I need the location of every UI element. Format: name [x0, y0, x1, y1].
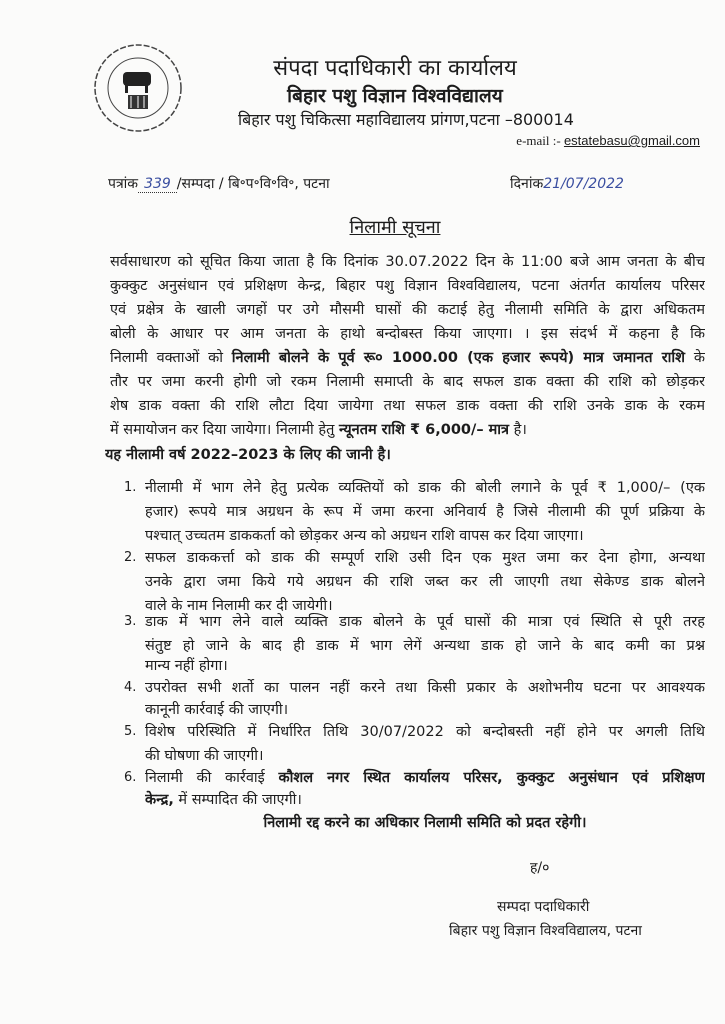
university-name: बिहार पशु विज्ञान विश्वविद्यालय — [287, 85, 503, 107]
email-link[interactable]: estatebasu@gmail.com — [563, 133, 700, 148]
bold-text: निलामी बोलने के पूर्व रू० 1000.00 (एक हजार रूपये) मात्र जमानत राशि — [231, 350, 686, 366]
text-line — [105, 445, 700, 465]
text-segment: निलामी वक्ताओं को — [110, 350, 232, 366]
closing-statement: निलामी रद्द करने का अधिकार निलामी समिति को प्रदत रहेगी। — [263, 815, 587, 831]
text-line — [145, 790, 705, 810]
text-line — [110, 372, 705, 392]
signed-mark: ह/० — [530, 860, 550, 876]
bold-text: न्यूनतम राशि ₹ 6,000/– मात्र — [338, 422, 510, 438]
text-segment: सफल डाककर्त्ता को डाक की सम्पूर्ण राशि उसी दिन एक मुश्त जमा कर देना होगा, अन्यथा — [145, 550, 705, 566]
address: बिहार पशु चिकित्सा महाविद्यालय प्रांगण,पटना –800014 — [238, 110, 574, 129]
text-line — [145, 526, 705, 546]
text-segment: बोली के आधार पर आम जनता के हाथो बन्दोबस्त किया जाएगा। । इस संदर्भ में कहना है कि — [110, 326, 705, 342]
text-segment: उपरोक्त सभी शर्तो का पालन नहीं करने तथा किसी प्रकार के अशोभनीय घटना पर आवश्यक — [145, 680, 705, 696]
item-number: 5. — [124, 724, 137, 739]
text-line — [145, 502, 705, 522]
text-line — [145, 548, 705, 568]
notice-title: निलामी सूचना — [349, 217, 441, 238]
text-line — [145, 478, 705, 498]
text-segment: हजार) रूपये मात्र अग्रधन के रूप में जमा करना अनिवार्य है जिसे नीलामी की पूर्ण प्रक्रिया के — [145, 504, 705, 520]
text-segment: की घोषणा की जाएगी। — [145, 748, 264, 764]
text-segment: एवं प्रक्षेत्र के खाली जगहों पर उगे मौसमी घासों की कटाई हेतु नीलामी समिति के द्वारा अधिकतम — [110, 302, 705, 318]
text-segment: तौर पर जमा करनी होगी जो रकम निलामी समाप्ती के बाद सफल डाक वक्ता की राशि को छोड़कर — [110, 374, 705, 390]
bold-text: केन्द्र, — [145, 792, 174, 808]
text-segment: के — [685, 350, 705, 366]
text-line — [145, 678, 705, 698]
text-line — [145, 656, 705, 676]
item-number: 4. — [124, 680, 137, 695]
text-line — [145, 612, 705, 632]
text-line — [110, 420, 705, 440]
text-segment: नीलामी में भाग लेने हेतु प्रत्येक व्यक्तियों को डाक की बोली लगाने के पूर्व ₹ 1,000/– (एक — [145, 480, 705, 496]
text-line — [145, 722, 705, 742]
bold-text: कौशल नगर स्थित कार्यालय परिसर, कुक्कुट अनुसंधान एवं प्रशिक्षण — [278, 770, 705, 786]
text-line — [110, 252, 705, 272]
reference-number — [108, 174, 330, 193]
text-line — [145, 636, 705, 656]
text-line — [145, 572, 705, 592]
text-line — [110, 276, 705, 296]
text-line — [110, 324, 705, 344]
text-line — [110, 396, 705, 416]
text-segment: संतुष्ट हो जाने के बाद ही डाक में भाग लेगें अन्यथा डाक हो जाने के बाद कमी का प्रश्न — [145, 638, 705, 654]
date-value: 21/07/2022 — [543, 176, 624, 192]
text-segment: पश्चात् उच्चतम डाककर्ता को छोड़कर अन्य को अग्रधन राशि वापस कर दिया जाएगा। — [145, 528, 584, 544]
date-label: दिनांक — [510, 176, 544, 192]
text-segment: कुक्कुट अनुसंधान एवं प्रशिक्षण केन्द्र, बिहार पशु विज्ञान विश्वविद्यालय, पटना अंतर्गत कार्यालय परिसर — [110, 278, 705, 294]
ref-suffix: /सम्पदा / बि॰प॰वि॰वि॰, पटना — [176, 176, 330, 192]
text-segment: वाले के नाम निलामी कर दी जायेगी। — [145, 598, 333, 614]
item-number: 3. — [124, 614, 137, 629]
text-segment: कानूनी कार्रवाई की जाएगी। — [145, 702, 289, 718]
text-segment: उनके द्वारा जमा किये गये अग्रधन की राशि जब्त कर ली जाएगी तथा सेकेण्ड डाक बोलने — [145, 574, 705, 590]
signatory-title: सम्पदा पदाधिकारी — [497, 899, 590, 915]
text-line — [145, 746, 705, 766]
text-segment: निलामी की कार्रवाई — [145, 770, 279, 786]
text-segment: में समायोजन कर दिया जायेगा। निलामी हेतु — [110, 422, 339, 438]
text-line — [145, 768, 705, 788]
item-number: 1. — [124, 480, 137, 495]
ref-prefix: पत्रांक — [108, 176, 139, 192]
signatory-org: बिहार पशु विज्ञान विश्वविद्यालय, पटना — [449, 923, 642, 939]
reference-date — [510, 174, 624, 193]
item-number: 2. — [124, 550, 137, 565]
email-line — [516, 133, 700, 149]
text-segment: सर्वसाधारण को सूचित किया जाता है कि दिनांक 30.07.2022 दिन के 11:00 बजे आम जनता के बीच — [110, 254, 705, 270]
ref-number-handwritten: 339 — [138, 176, 177, 193]
text-line — [110, 348, 705, 368]
text-segment: विशेष परिस्थिति में निर्धारित तिथि 30/07/2022 को बन्दोबस्ती नहीं होने पर अगली तिथि — [145, 724, 705, 740]
text-segment: मान्य नहीं होगा। — [145, 658, 228, 674]
text-segment: डाक में भाग लेने वाले व्यक्ति डाक बोलने के पूर्व घासों की मात्रा एवं स्थिति से पूरी तरह — [145, 614, 705, 630]
office-title: संपदा पदाधिकारी का कार्यालय — [273, 56, 517, 81]
text-line — [145, 700, 705, 720]
bold-text: यह नीलामी वर्ष 2022–2023 के लिए की जानी है। — [105, 447, 391, 463]
item-number: 6. — [124, 770, 137, 785]
text-segment: में सम्पादित की जाएगी। — [173, 792, 302, 808]
text-segment: शेष डाक वक्ता की राशि लौटा दिया जायेगा तथा सफल डाक वक्ता की राशि उनके डाक के रकम — [110, 398, 705, 414]
text-line — [110, 300, 705, 320]
email-label: e-mail :- — [516, 133, 564, 148]
text-segment: है। — [509, 422, 527, 438]
